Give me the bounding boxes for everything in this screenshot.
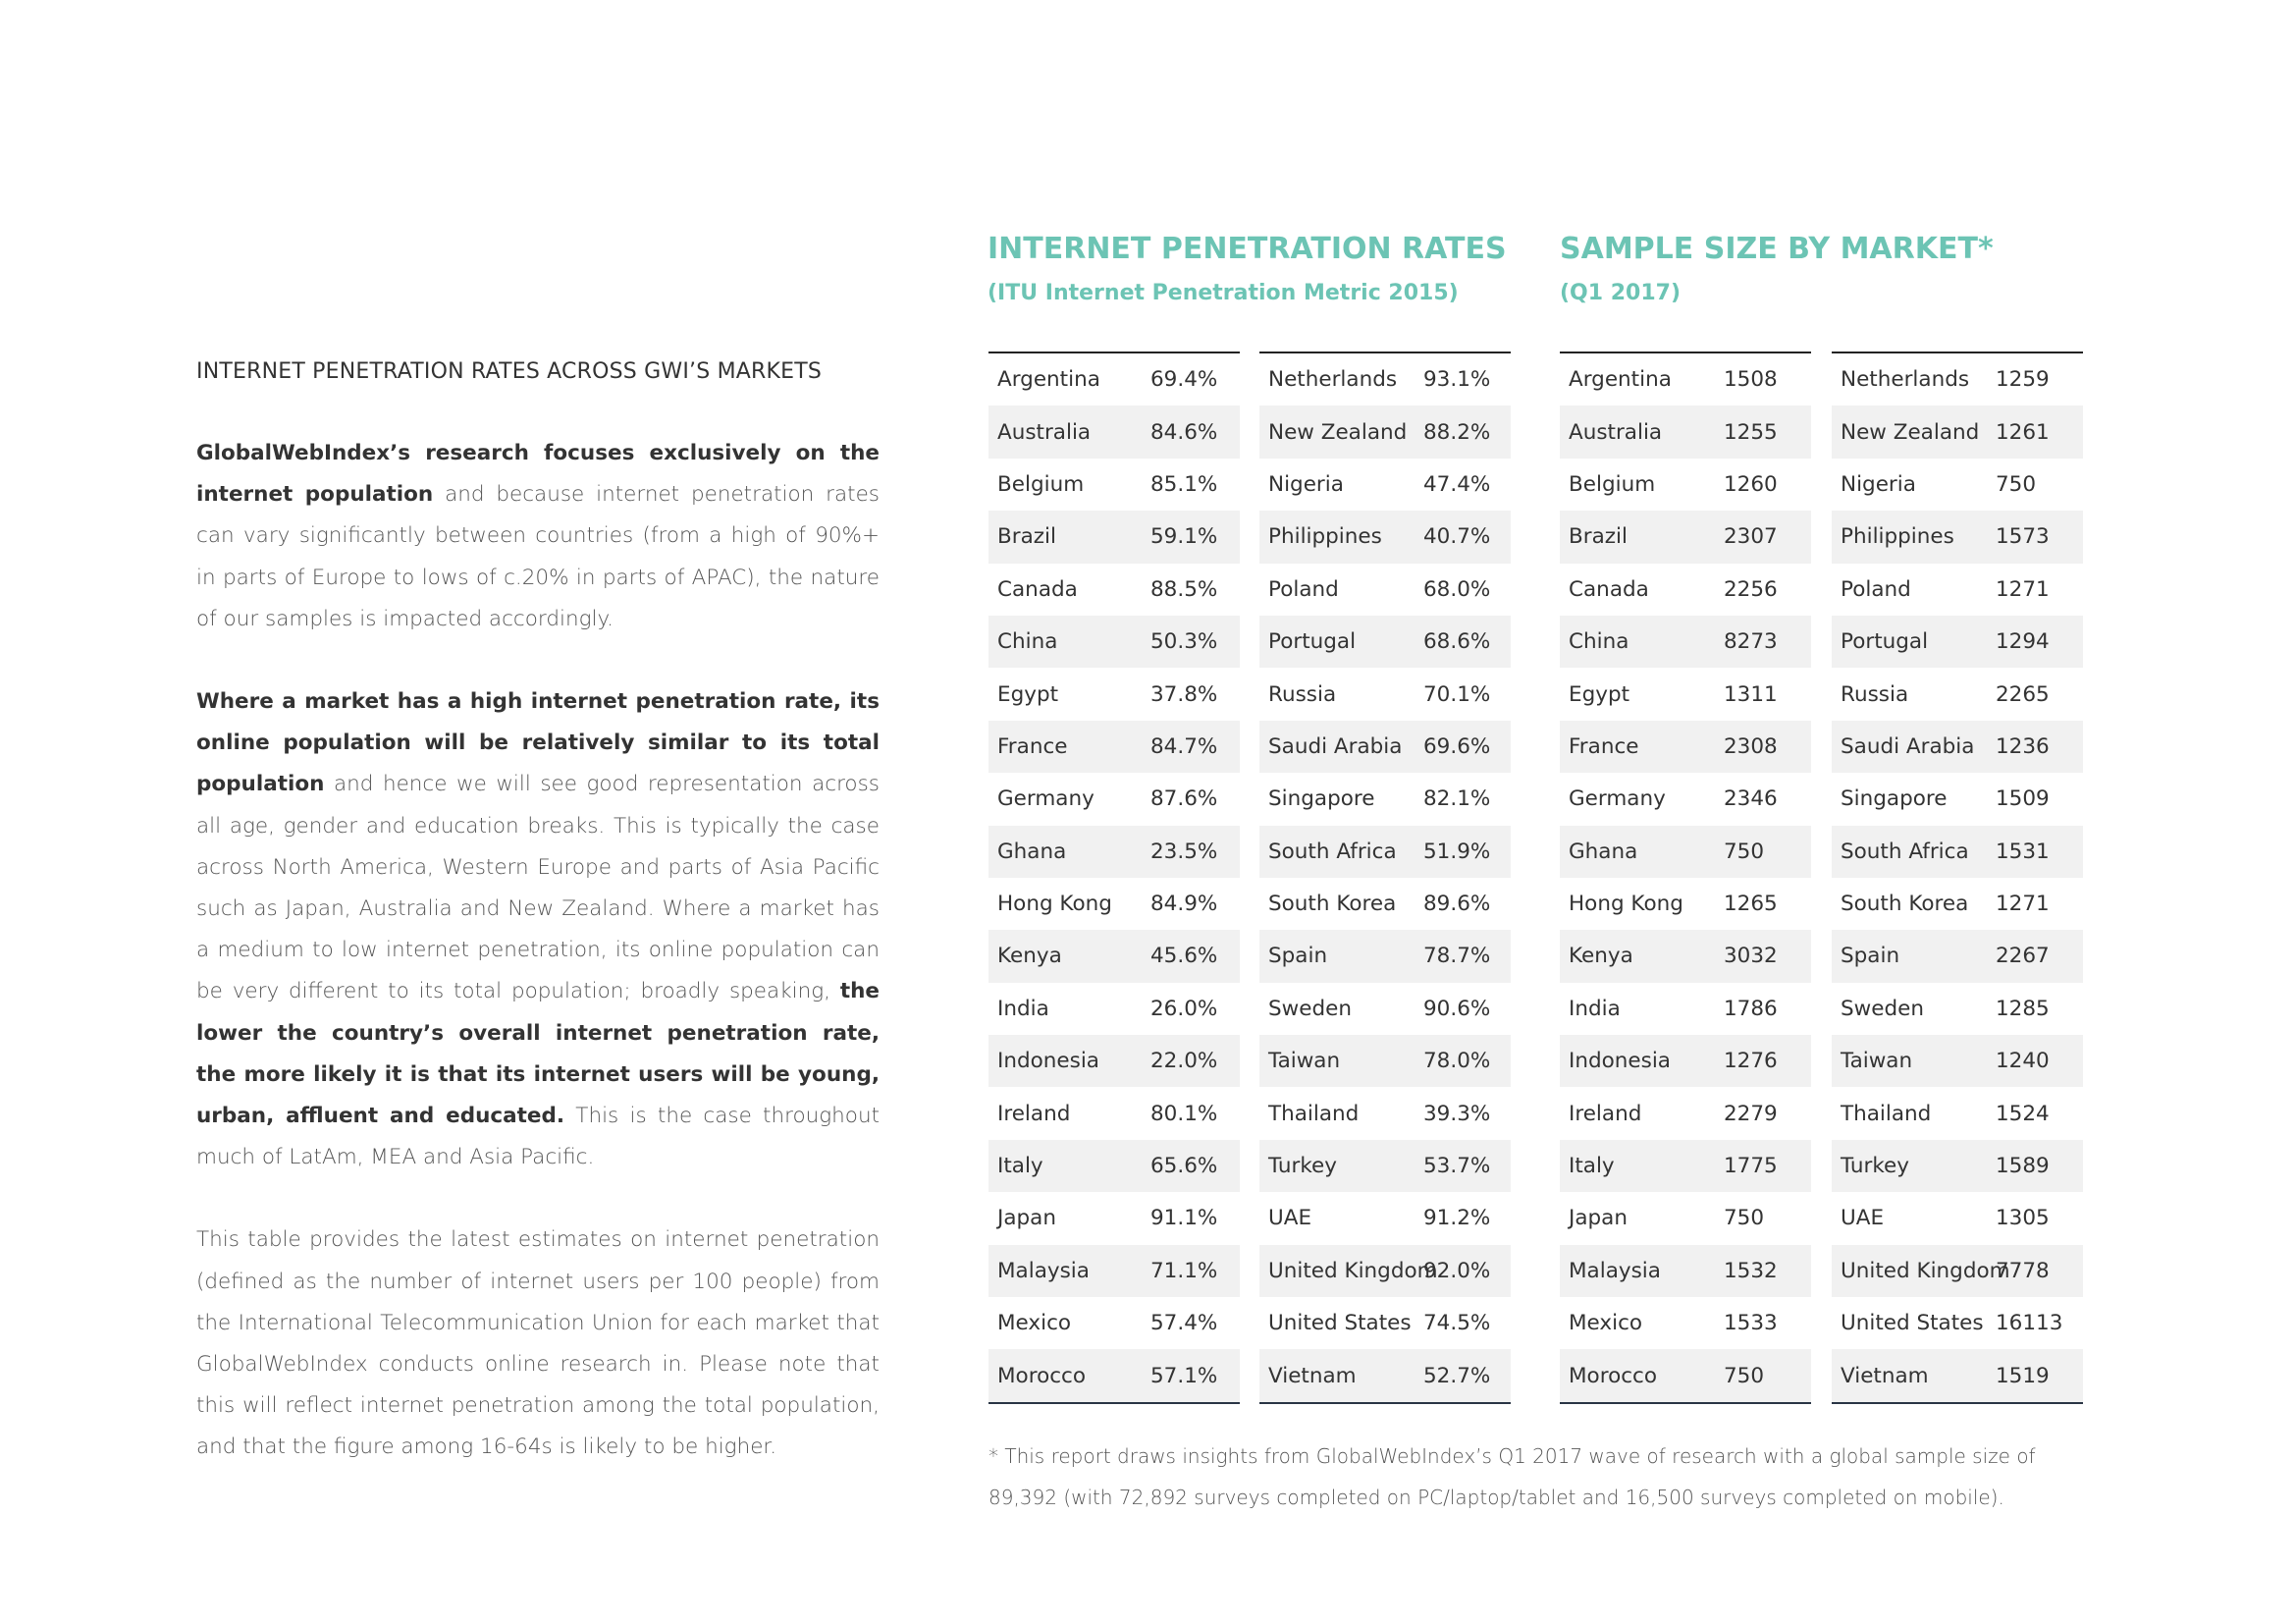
intro-paragraph-2: [196, 681, 880, 1178]
table-row: [1832, 721, 2083, 773]
table-row: [1259, 353, 1511, 406]
country-value: 1261: [1996, 419, 2050, 445]
table-row: [1259, 826, 1511, 878]
country-name: Mexico: [1569, 1311, 1643, 1336]
country-name: Indonesia: [997, 1049, 1099, 1074]
table-row: [1560, 1035, 1811, 1087]
country-value: 1311: [1724, 681, 1778, 707]
country-name: Morocco: [997, 1363, 1087, 1388]
table-row: [1832, 1035, 2083, 1087]
country-value: 91.2%: [1423, 1206, 1491, 1231]
country-value: 52.7%: [1423, 1363, 1491, 1388]
country-name: China: [997, 629, 1058, 655]
table-row: [1259, 1140, 1511, 1192]
table-row: [988, 564, 1240, 616]
intro-p1-bold: GlobalWebIndex’s research focuses exclusively on the internet population: [196, 441, 880, 508]
table-row: [988, 878, 1240, 930]
table-row: [988, 406, 1240, 458]
country-name: Kenya: [997, 944, 1062, 969]
country-name: United Kingdom: [1841, 1258, 2010, 1283]
country-name: Argentina: [997, 367, 1100, 393]
country-value: 69.6%: [1423, 733, 1491, 759]
sample-subtitle: (Q1 2017): [1560, 281, 1682, 305]
country-value: 87.6%: [1150, 786, 1218, 812]
country-name: South Africa: [1841, 839, 1969, 864]
country-value: 2279: [1724, 1101, 1778, 1126]
table-row: [988, 826, 1240, 878]
country-name: Sweden: [1268, 996, 1352, 1021]
table-row: [1259, 930, 1511, 982]
country-name: South Korea: [1841, 892, 1969, 917]
country-name: Morocco: [1569, 1363, 1658, 1388]
table-row: [988, 930, 1240, 982]
table-row: [1259, 511, 1511, 563]
country-name: Brazil: [997, 524, 1056, 550]
country-value: 39.3%: [1423, 1101, 1491, 1126]
table-row: [1259, 878, 1511, 930]
table-row: [1259, 983, 1511, 1035]
country-name: Russia: [1268, 681, 1337, 707]
country-value: 40.7%: [1423, 524, 1491, 550]
country-value: 1786: [1724, 996, 1778, 1021]
country-name: Sweden: [1841, 996, 1924, 1021]
country-name: Turkey: [1268, 1154, 1337, 1179]
country-value: 1259: [1996, 367, 2050, 393]
penetration-table-left: [988, 352, 1240, 1404]
table-row: [1560, 459, 1811, 511]
country-name: Singapore: [1841, 786, 1948, 812]
country-value: 1276: [1724, 1049, 1778, 1074]
table-row: [1259, 564, 1511, 616]
table-row: [1560, 773, 1811, 825]
country-name: India: [1569, 996, 1621, 1021]
table-row: [1832, 983, 2083, 1035]
country-value: 47.4%: [1423, 471, 1491, 497]
table-row: [1832, 773, 2083, 825]
intro-paragraph-1: [196, 433, 880, 640]
country-value: 1524: [1996, 1101, 2050, 1126]
country-name: Ghana: [1569, 839, 1638, 864]
country-name: Italy: [1569, 1154, 1615, 1179]
country-value: 92.0%: [1423, 1258, 1491, 1283]
country-name: United States: [1841, 1311, 1984, 1336]
country-value: 16113: [1996, 1311, 2063, 1336]
country-value: 1509: [1996, 786, 2050, 812]
intro-p1-text: and because internet penetration rates can vary significantly between countries (from a high of 90%+ in parts of Europe to lows of c.20% in parts of APAC), the nature of our samples is impacted accordingly.: [196, 482, 881, 631]
table-row: [1560, 1349, 1811, 1401]
country-value: 750: [1724, 1363, 1765, 1388]
table-row: [1832, 1297, 2083, 1349]
country-name: Saudi Arabia: [1268, 733, 1403, 759]
footnote: * This report draws insights from GlobalWebIndex’s Q1 2017 wave of research with a global sample size of 89,392 (with 72,892 surveys completed on PC/laptop/tablet and 16,500 surveys completed on mobile).: [988, 1444, 2036, 1509]
table-row: [1832, 616, 2083, 668]
table-row: [1560, 511, 1811, 563]
country-name: Germany: [1569, 786, 1666, 812]
penetration-title: INTERNET PENETRATION RATES: [988, 232, 1507, 266]
table-row: [1832, 1087, 2083, 1139]
country-value: 23.5%: [1150, 839, 1218, 864]
country-value: 74.5%: [1423, 1311, 1491, 1336]
country-value: 750: [1724, 839, 1765, 864]
country-name: Australia: [997, 419, 1092, 445]
country-value: 26.0%: [1150, 996, 1218, 1021]
country-value: 1775: [1724, 1154, 1778, 1179]
country-name: Thailand: [1268, 1101, 1360, 1126]
table-row: [1832, 668, 2083, 720]
country-value: 78.0%: [1423, 1049, 1491, 1074]
table-row: [1560, 668, 1811, 720]
country-name: Hong Kong: [997, 892, 1112, 917]
table-row: [988, 1192, 1240, 1244]
table-row: [1832, 406, 2083, 458]
country-value: 1294: [1996, 629, 2050, 655]
country-value: 1271: [1996, 892, 2050, 917]
country-name: Vietnam: [1841, 1363, 1929, 1388]
country-name: Saudi Arabia: [1841, 733, 1975, 759]
country-value: 2308: [1724, 733, 1778, 759]
table-row: [988, 983, 1240, 1035]
country-name: Australia: [1569, 419, 1663, 445]
table-row: [1560, 1140, 1811, 1192]
country-value: 22.0%: [1150, 1049, 1218, 1074]
table-row: [1832, 1245, 2083, 1297]
country-value: 1236: [1996, 733, 2050, 759]
country-name: France: [1569, 733, 1639, 759]
table-row: [1259, 1297, 1511, 1349]
country-value: 1240: [1996, 1049, 2050, 1074]
country-value: 1271: [1996, 576, 2050, 602]
table-row: [1560, 406, 1811, 458]
table-row: [988, 616, 1240, 668]
country-value: 2307: [1724, 524, 1778, 550]
country-value: 1531: [1996, 839, 2050, 864]
country-name: Brazil: [1569, 524, 1628, 550]
intro-p2-text: and hence we will see good representation across all age, gender and education breaks. This is typically the case across North America, Western Europe and parts of Asia Pacific such as Japan, Australia and New Zealand. Where a market has a medium to low internet penetration, its online population can be very different to its total population; broadly speaking,: [196, 772, 880, 1004]
table-row: [1560, 353, 1811, 406]
country-name: UAE: [1841, 1206, 1885, 1231]
table-row: [1832, 1349, 2083, 1401]
country-value: 750: [1996, 471, 2037, 497]
country-value: 1532: [1724, 1258, 1778, 1283]
country-name: Indonesia: [1569, 1049, 1671, 1074]
country-value: 59.1%: [1150, 524, 1218, 550]
country-value: 68.0%: [1423, 576, 1491, 602]
table-row: [1560, 930, 1811, 982]
table-row: [1259, 668, 1511, 720]
country-value: 1260: [1724, 471, 1778, 497]
table-row: [1259, 406, 1511, 458]
table-row: [1832, 826, 2083, 878]
country-name: Poland: [1841, 576, 1911, 602]
table-row: [988, 511, 1240, 563]
country-name: Belgium: [997, 471, 1085, 497]
sample-table-right: [1832, 352, 2083, 1404]
country-value: 85.1%: [1150, 471, 1218, 497]
table-row: [1259, 721, 1511, 773]
country-value: 88.2%: [1423, 419, 1491, 445]
country-value: 50.3%: [1150, 629, 1218, 655]
table-row: [1259, 1035, 1511, 1087]
table-row: [1560, 826, 1811, 878]
country-name: Spain: [1841, 944, 1900, 969]
country-value: 45.6%: [1150, 944, 1218, 969]
country-name: Poland: [1268, 576, 1339, 602]
country-value: 71.1%: [1150, 1258, 1218, 1283]
table-row: [988, 459, 1240, 511]
country-value: 750: [1724, 1206, 1765, 1231]
country-name: Italy: [997, 1154, 1043, 1179]
table-row: [1560, 1297, 1811, 1349]
country-value: 1265: [1724, 892, 1778, 917]
country-value: 88.5%: [1150, 576, 1218, 602]
intro-p2-end: This is the case throughout much of LatAm, MEA and Asia Pacific.: [196, 1104, 881, 1170]
table-row: [1560, 721, 1811, 773]
country-value: 3032: [1724, 944, 1778, 969]
country-name: Spain: [1268, 944, 1328, 969]
country-name: United States: [1268, 1311, 1412, 1336]
table-row: [988, 1297, 1240, 1349]
country-name: Egypt: [1569, 681, 1630, 707]
country-name: Philippines: [1841, 524, 1954, 550]
table-row: [1560, 983, 1811, 1035]
table-row: [1259, 459, 1511, 511]
table-row: [988, 773, 1240, 825]
country-value: 51.9%: [1423, 839, 1491, 864]
country-name: Portugal: [1268, 629, 1357, 655]
country-name: Philippines: [1268, 524, 1382, 550]
country-value: 69.4%: [1150, 367, 1218, 393]
table-row: [988, 668, 1240, 720]
country-name: Kenya: [1569, 944, 1633, 969]
table-row: [1259, 1349, 1511, 1401]
country-name: Nigeria: [1841, 471, 1916, 497]
section-heading: INTERNET PENETRATION RATES ACROSS GWI’S MARKETS: [196, 359, 823, 384]
country-value: 89.6%: [1423, 892, 1491, 917]
country-name: South Korea: [1268, 892, 1397, 917]
penetration-table-right: [1259, 352, 1511, 1404]
country-value: 57.1%: [1150, 1363, 1218, 1388]
table-row: [988, 1349, 1240, 1401]
country-value: 8273: [1724, 629, 1778, 655]
country-name: Malaysia: [1569, 1258, 1661, 1283]
country-value: 1508: [1724, 367, 1778, 393]
country-name: Netherlands: [1268, 367, 1398, 393]
country-value: 1573: [1996, 524, 2050, 550]
country-name: Netherlands: [1841, 367, 1970, 393]
country-value: 2346: [1724, 786, 1778, 812]
country-name: Malaysia: [997, 1258, 1090, 1283]
country-value: 90.6%: [1423, 996, 1491, 1021]
country-value: 1519: [1996, 1363, 2050, 1388]
country-name: France: [997, 733, 1068, 759]
table-row: [1832, 878, 2083, 930]
country-name: Germany: [997, 786, 1095, 812]
country-value: 93.1%: [1423, 367, 1491, 393]
table-row: [1560, 616, 1811, 668]
country-value: 1285: [1996, 996, 2050, 1021]
table-row: [1560, 564, 1811, 616]
country-value: 57.4%: [1150, 1311, 1218, 1336]
penetration-subtitle: (ITU Internet Penetration Metric 2015): [988, 281, 1459, 305]
country-name: Belgium: [1569, 471, 1656, 497]
country-name: Singapore: [1268, 786, 1375, 812]
country-name: India: [997, 996, 1049, 1021]
table-row: [1560, 1245, 1811, 1297]
country-name: New Zealand: [1841, 419, 1980, 445]
country-name: Mexico: [997, 1311, 1072, 1336]
table-row: [988, 1035, 1240, 1087]
country-name: Ireland: [997, 1101, 1071, 1126]
country-name: Nigeria: [1268, 471, 1344, 497]
intro-column: [196, 359, 880, 1510]
country-name: United Kingdom: [1268, 1258, 1438, 1283]
country-value: 68.6%: [1423, 629, 1491, 655]
country-name: South Africa: [1268, 839, 1397, 864]
country-name: Hong Kong: [1569, 892, 1683, 917]
table-row: [1560, 878, 1811, 930]
country-value: 2256: [1724, 576, 1778, 602]
country-value: 80.1%: [1150, 1101, 1218, 1126]
country-name: Thailand: [1841, 1101, 1932, 1126]
intro-paragraph-3: This table provides the latest estimates on internet penetration (defined as the number of internet users per 100 people) from the International Telecommunication Union for each market that GlobalWebIndex conducts online research in. Please note that this will reflect internet penetration among the total population, and that the figure among 16-64s is likely to be higher.: [196, 1227, 880, 1460]
table-row: [1832, 564, 2083, 616]
country-value: 1255: [1724, 419, 1778, 445]
country-name: China: [1569, 629, 1629, 655]
country-name: Japan: [1569, 1206, 1628, 1231]
country-name: Taiwan: [1268, 1049, 1341, 1074]
country-value: 65.6%: [1150, 1154, 1218, 1179]
country-value: 1589: [1996, 1154, 2050, 1179]
country-name: Vietnam: [1268, 1363, 1357, 1388]
country-name: Japan: [997, 1206, 1056, 1231]
country-name: UAE: [1268, 1206, 1312, 1231]
table-row: [1259, 1192, 1511, 1244]
country-name: Argentina: [1569, 367, 1672, 393]
table-row: [1832, 1140, 2083, 1192]
country-value: 84.7%: [1150, 733, 1218, 759]
country-name: Canada: [997, 576, 1078, 602]
table-row: [1259, 616, 1511, 668]
country-value: 2265: [1996, 681, 2050, 707]
table-row: [1560, 1087, 1811, 1139]
table-row: [1832, 511, 2083, 563]
country-name: Turkey: [1841, 1154, 1909, 1179]
country-value: 37.8%: [1150, 681, 1218, 707]
table-row: [1259, 1087, 1511, 1139]
table-row: [1832, 1192, 2083, 1244]
table-row: [988, 721, 1240, 773]
country-name: Taiwan: [1841, 1049, 1913, 1074]
country-value: 84.9%: [1150, 892, 1218, 917]
table-row: [988, 1245, 1240, 1297]
country-value: 91.1%: [1150, 1206, 1218, 1231]
country-value: 1533: [1724, 1311, 1778, 1336]
country-value: 84.6%: [1150, 419, 1218, 445]
table-row: [988, 1140, 1240, 1192]
table-row: [1832, 930, 2083, 982]
table-row: [1259, 773, 1511, 825]
table-row: [988, 353, 1240, 406]
table-row: [1832, 459, 2083, 511]
country-value: 7778: [1996, 1258, 2050, 1283]
table-row: [988, 1087, 1240, 1139]
sample-table-left: [1560, 352, 1811, 1404]
country-value: 70.1%: [1423, 681, 1491, 707]
intro-p2-bold-2: the lower the country’s overall internet penetration rate, the more likely it is that its internet users will be young, urban, affluent and educated.: [196, 979, 880, 1129]
country-value: 53.7%: [1423, 1154, 1491, 1179]
country-name: New Zealand: [1268, 419, 1408, 445]
country-name: Russia: [1841, 681, 1909, 707]
country-value: 82.1%: [1423, 786, 1491, 812]
country-name: Portugal: [1841, 629, 1929, 655]
country-name: Ghana: [997, 839, 1067, 864]
country-value: 78.7%: [1423, 944, 1491, 969]
intro-p2-bold-1: Where a market has a high internet penetration rate, its online population will be relatively similar to its total population: [196, 689, 880, 797]
table-row: [1560, 1192, 1811, 1244]
country-value: 1305: [1996, 1206, 2050, 1231]
country-name: Egypt: [997, 681, 1059, 707]
country-name: Ireland: [1569, 1101, 1642, 1126]
country-name: Canada: [1569, 576, 1649, 602]
country-value: 2267: [1996, 944, 2050, 969]
table-row: [1259, 1245, 1511, 1297]
sample-title: SAMPLE SIZE BY MARKET*: [1560, 232, 1994, 266]
table-row: [1832, 353, 2083, 406]
